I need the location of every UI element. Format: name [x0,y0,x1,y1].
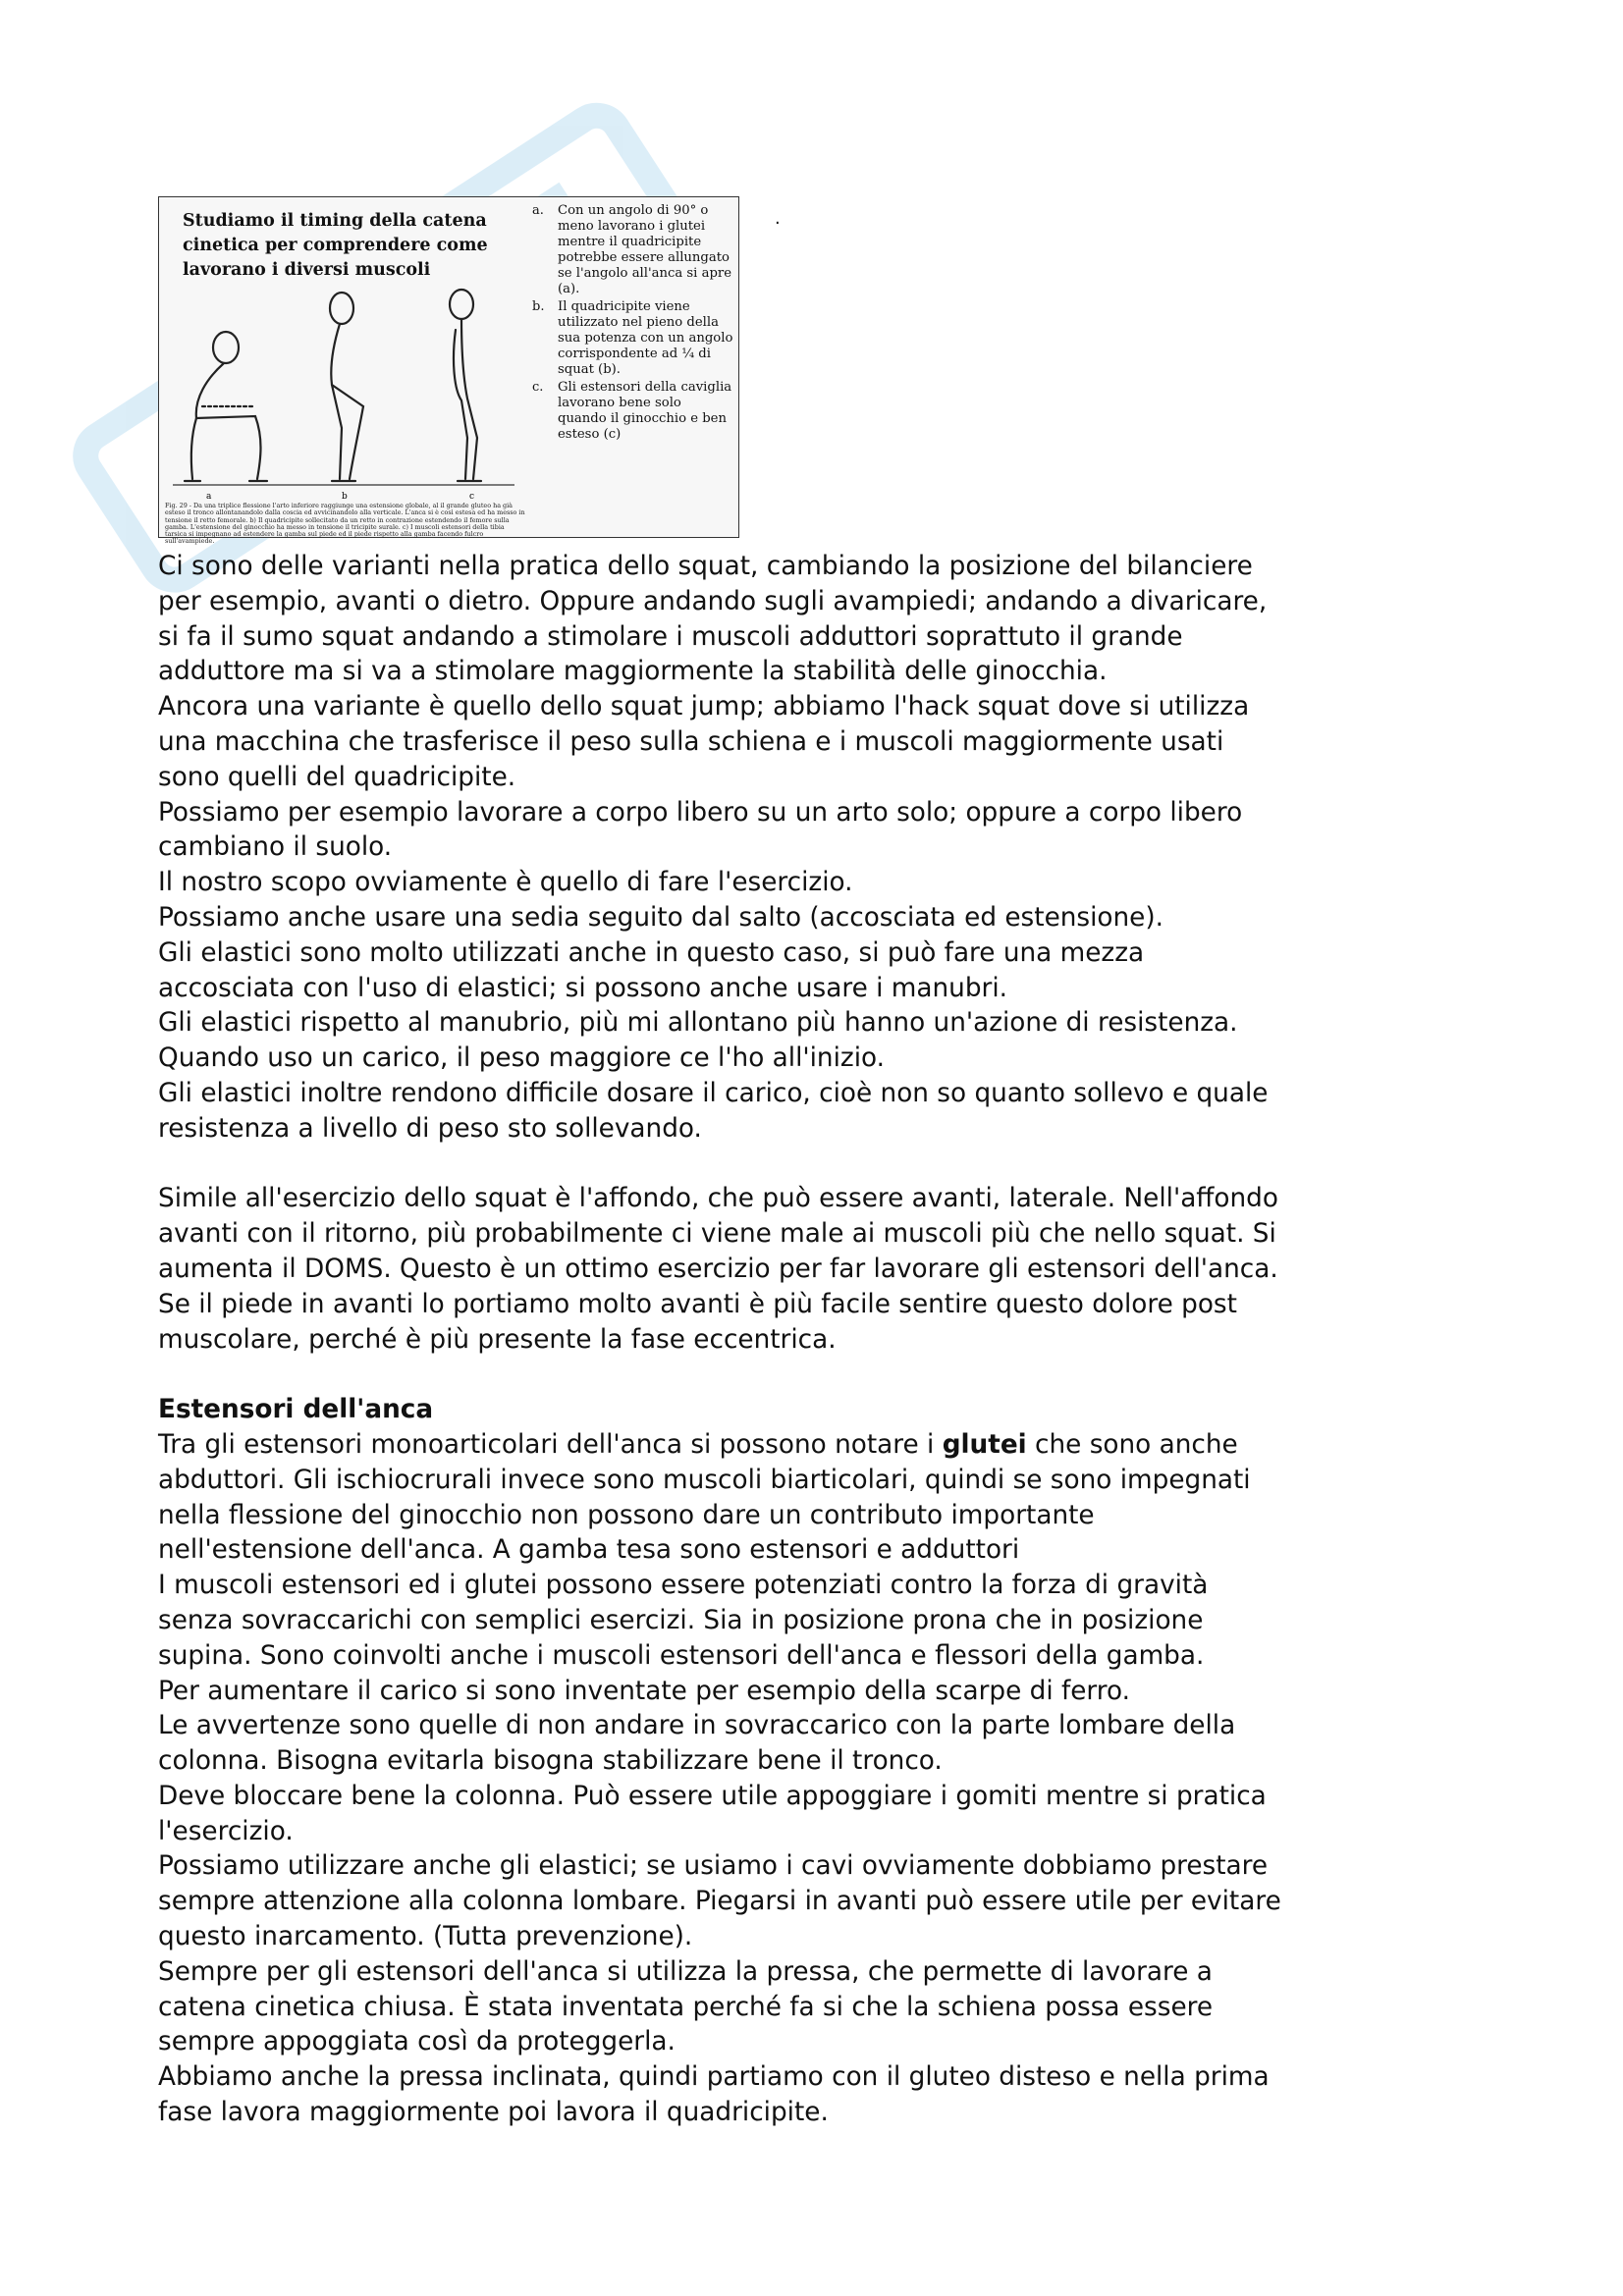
blank-line [158,1358,1493,1393]
figure-note-letter: b. [532,299,545,314]
figure-notes [532,203,733,445]
text-line: sempre appoggiata così da proteggerla. [158,2027,676,2057]
text-run: Tra gli estensori monoarticolari dell'anca si possono notare i [158,1429,943,1460]
figure-note-letter: c. [532,380,544,395]
text-line: nella flessione del ginocchio non possono dare un contributo importante [158,1500,1095,1530]
panel-label-b: b [342,492,348,502]
figure-note-letter: a. [532,203,544,218]
text-line: Se il piede in avanti lo portiamo molto avanti è più facile sentire questo dolore post [158,1289,1237,1319]
text-line: Sempre per gli estensori dell'anca si utilizza la pressa, che permette di lavorare a [158,1956,1213,1987]
figure-note-text: Gli estensori della caviglia lavorano bene solo quando il ginocchio e ben esteso (c) [558,380,732,442]
text-line: colonna. Bisogna evitarla bisogna stabilizzare bene il tronco. [158,1746,943,1777]
text-line: l'esercizio. [158,1816,294,1846]
text-line: Abbiamo anche la pressa inclinata, quindi partiamo con il gluteo disteso e nella prima [158,2062,1270,2093]
section-heading: Estensori dell'anca [158,1395,434,1425]
text-line: Per aumentare il carico si sono inventate per esempio della scarpe di ferro. [158,1676,1130,1706]
text-line: Le avvertenze sono quelle di non andare in sovraccarico con la parte lombare della [158,1711,1236,1741]
stray-mark: . [775,208,781,229]
text-line: per esempio, avanti o dietro. Oppure andando sugli avampiedi; andando a divaricare, [158,586,1268,616]
text-line: catena cinetica chiusa. È stata inventata perché fa si che la schiena possa essere [158,1992,1214,2022]
text-line: sempre attenzione alla colonna lombare. Piegarsi in avanti può essere utile per evitare [158,1887,1281,1917]
text-line: si fa il sumo squat andando a stimolare i muscoli adduttori soprattuto il grande [158,621,1183,652]
text-line: Possiamo utilizzare anche gli elastici; se usiamo i cavi ovviamente dobbiamo prestare [158,1851,1269,1882]
text-line: Simile all'esercizio dello squat è l'affondo, che può essere avanti, laterale. Nell'affondo [158,1184,1278,1214]
text-line: Gli elastici sono molto utilizzati anche in questo caso, si può fare una mezza [158,937,1145,968]
blank-line [158,1148,1493,1183]
figure-note-text: Con un angolo di 90° o meno lavorano i glutei mentre il quadricipite potrebbe essere allungato se l'angolo all'anca si apre (a). [558,203,732,296]
text-line: Quando uso un carico, il peso maggiore ce l'ho all'inizio. [158,1043,885,1074]
text-line: muscolare, perché è più presente la fase eccentrica. [158,1324,837,1355]
figure-caption: Fig. 29 - Da una triplice flessione l'arto inferiore raggiunge una estensione globale, al il grande gluteo ha già esteso il tronco allontanandolo dalla coscia ed avvicinandolo alla verticale. L'anca si è così estesa ed ha messo in tensione il retto femorale. b) Il quadricipite sollecitato da un retto in contrazione estendendo il femore sulla gamba. L'estensione del ginocchio ha messo in tensione il tricipite surale. c) I muscoli estensori della tibia tarsica si impegnano ad estendere la gamba sul piede ed il piede rispetto alla gamba facendo fulcro sull'avampiede. [165,502,525,546]
text-line: fase lavora maggiormente poi lavora il quadricipite. [158,2098,829,2128]
squat-phases-illustration [167,291,520,502]
figure-note-c [532,380,733,443]
panel-label-a: a [206,492,212,502]
squat-phase-b-figure [330,293,363,481]
text-line: cambiano il suolo. [158,832,393,863]
panel-label-c: c [469,492,475,502]
text-line: abduttori. Gli ischiocrurali invece sono muscoli biarticolari, quindi se sono impegnati [158,1465,1251,1495]
figure-note-a [532,203,733,297]
text-line: nell'estensione dell'anca. A gamba tesa sono estensori e adduttori [158,1535,1020,1566]
text-line: I muscoli estensori ed i glutei possono essere potenziati contro la forza di gravità [158,1571,1209,1601]
text-line: Ci sono delle varianti nella pratica dello squat, cambiando la posizione del bilanciere [158,552,1253,581]
text-run: che sono anche [1026,1429,1238,1460]
text-line: resistenza a livello di peso sto sollevando. [158,1113,702,1144]
text-line: Gli elastici rispetto al manubrio, più mi allontano più hanno un'azione di resistenza. [158,1008,1238,1039]
text-line: Il nostro scopo ovviamente è quello di fare l'esercizio. [158,868,853,898]
figure-note-b [532,299,733,378]
text-line: Gli elastici inoltre rendono difficile dosare il carico, cioè non so quanto sollevo e quale [158,1078,1269,1108]
text-line: supina. Sono coinvolti anche i muscoli estensori dell'anca e flessori della gamba. [158,1640,1205,1671]
text-line: avanti con il ritorno, più probabilmente ci viene male ai muscoli più che nello squat. Si [158,1219,1276,1250]
bold-term: glutei [942,1429,1027,1460]
squat-figure [158,196,739,546]
text-line: accosciata con l'uso di elastici; si possono anche usare i manubri. [158,973,1008,1003]
text-line: una macchina che trasferisce il peso sulla schiena e i muscoli maggiormente usati [158,726,1224,757]
text-line: Deve bloccare bene la colonna. Può essere utile appoggiare i gomiti mentre si pratica [158,1781,1267,1811]
text-line: questo inarcamento. (Tutta prevenzione). [158,1922,693,1952]
text-line: aumenta il DOMS. Questo è un ottimo esercizio per far lavorare gli estensori dell'anca. [158,1254,1278,1284]
text-line: Possiamo anche usare una sedia seguito dal salto (accosciata ed estensione). [158,902,1163,933]
text-line: Possiamo per esempio lavorare a corpo libero su un arto solo; oppure a corpo libero [158,797,1243,828]
figure-title: Studiamo il timing della catena cinetica per comprendere come lavorano i diversi muscoli [183,211,488,280]
squat-phase-a-figure [185,332,267,481]
body-text [158,550,1493,2131]
text-line: senza sovraccarichi con semplici esercizi. Sia in posizione prona che in posizione [158,1605,1204,1635]
figure-note-text: Il quadricipite viene utilizzato nel pieno della sua potenza con un angolo corrispondente ad ¼ di squat (b). [558,299,733,377]
text-line: adduttore ma si va a stimolare maggiormente la stabilità delle ginocchia. [158,657,1108,687]
text-line [158,1428,1493,1464]
text-line: sono quelli del quadricipite. [158,762,516,792]
text-line: Ancora una variante è quello dello squat jump; abbiamo l'hack squat dove si utilizza [158,692,1250,722]
squat-phase-c-figure [450,290,481,481]
